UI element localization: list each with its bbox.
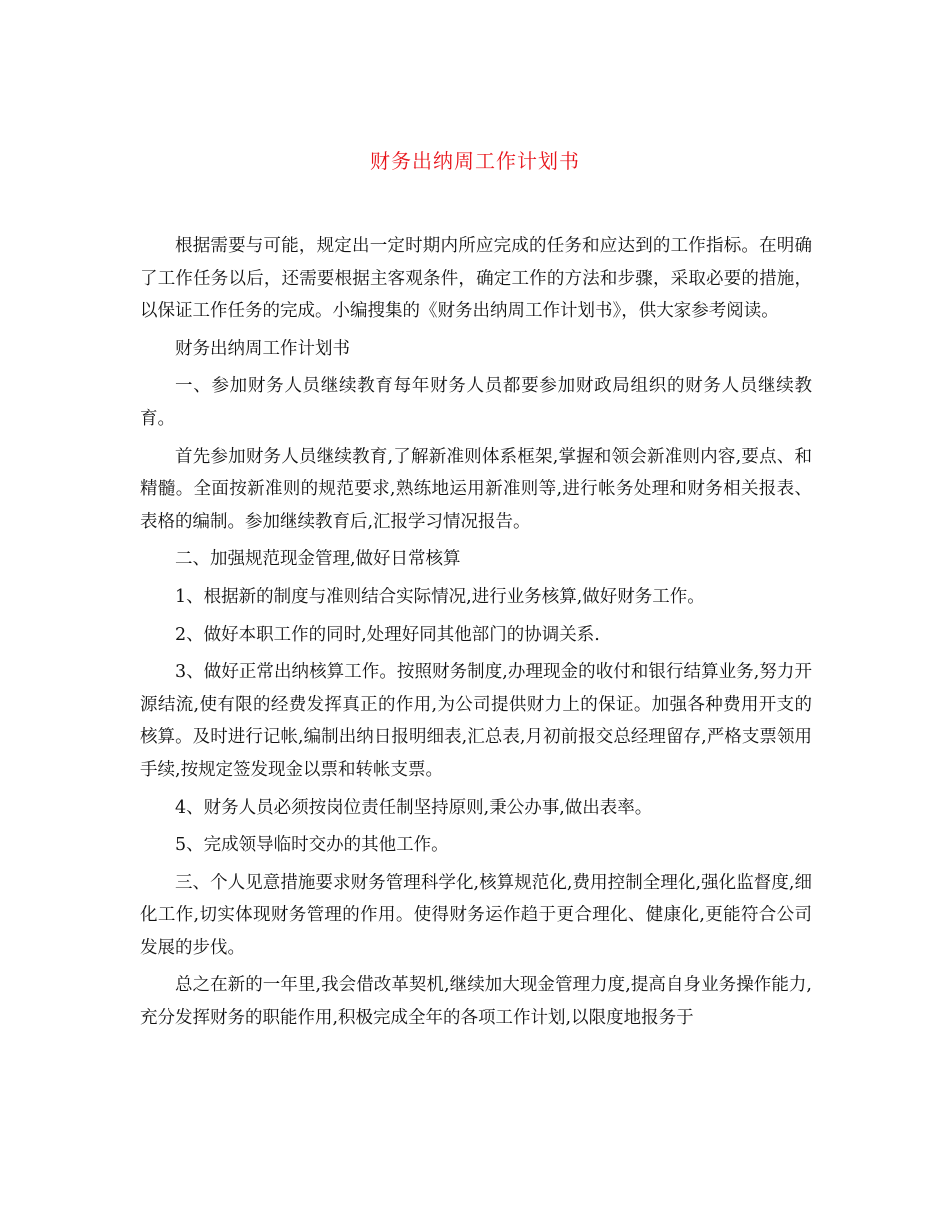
paragraph-item-1: 1、根据新的制度与准则结合实际情况,进行业务核算,做好财务工作。 bbox=[175, 586, 705, 607]
paragraph-item-5: 5、完成领导临时交办的其他工作。 bbox=[175, 835, 449, 856]
paragraph-item-4: 4、财务人员必须按岗位责任制坚持原则,秉公办事,做出表率。 bbox=[175, 797, 653, 818]
document-body bbox=[140, 230, 812, 1040]
paragraph-section-2: 二、加强规范现金管理,做好日常核算 bbox=[175, 549, 461, 570]
paragraph-subtitle: 财务出纳周工作计划书 bbox=[175, 338, 350, 359]
paragraph-section-3: 三、个人见意措施要求财务管理科学化,核算规范化,费用控制全理化,强化监督度,细化工作,切实体现财务管理的作用。使得财务运作趋于更合理化、健康化,更能符合公司发展的步伐。 bbox=[140, 872, 812, 958]
document-title: 财务出纳周工作计划书 bbox=[370, 149, 580, 173]
paragraph-intro: 根据需要与可能，规定出一定时期内所应完成的任务和应达到的工作指标。在明确了工作任务以后，还需要根据主客观条件，确定工作的方法和步骤，采取必要的措施，以保证工作任务的完成。小编搜集的《财务出纳周工作计划书》，供大家参考阅读。 bbox=[140, 236, 812, 322]
paragraph-item-2: 2、做好本职工作的同时,处理好同其他部门的协调关系. bbox=[175, 624, 600, 645]
paragraph-section-1-detail: 首先参加财务人员继续教育,了解新准则体系框架,掌握和领会新准则内容,要点、和精髓。全面按新准则的规范要求,熟练地运用新准则等,进行帐务处理和财务相关报表、表格的编制。参加继续教育后,汇报学习情况报告。 bbox=[140, 446, 812, 532]
paragraph-item-3: 3、做好正常出纳核算工作。按照财务制度,办理现金的收付和银行结算业务,努力开源结流,使有限的经费发挥真正的作用,为公司提供财力上的保证。加强各种费用开支的核算。及时进行记帐,编制出纳日报明细表,汇总表,月初前报交总经理留存,严格支票领用手续,按规定签发现金以票和转帐支票。 bbox=[140, 662, 812, 780]
paragraph-section-1: 一、参加财务人员继续教育每年财务人员都要参加财政局组织的财务人员继续教育。 bbox=[140, 376, 812, 429]
paragraph-conclusion: 总之在新的一年里,我会借改革契机,继续加大现金管理力度,提高自身业务操作能力,充分发挥财务的职能作用,积极完成全年的各项工作计划,以限度地报务于 bbox=[140, 975, 812, 1029]
